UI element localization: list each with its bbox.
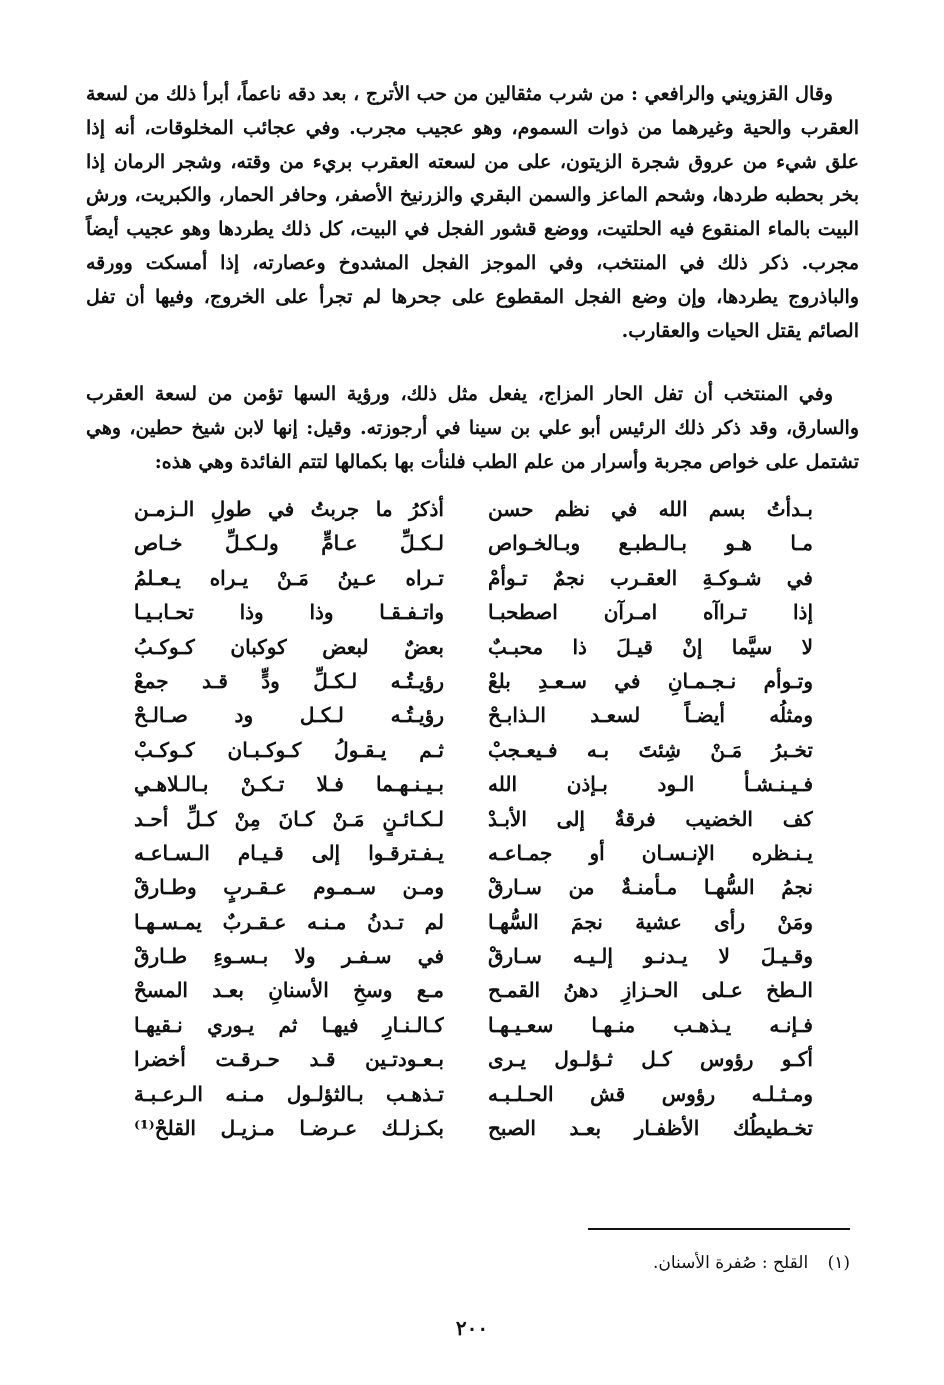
poem-verse: لـكـلِّ عـامٍّ ولـكـلِّ خـاص bbox=[134, 531, 444, 556]
poem-verse: وتـوأم نـجـمـانِ في سـعـدِ بلعْ bbox=[488, 668, 813, 693]
poem-verse: مـع وسخِ الأسنانِ بعـد المسحْ bbox=[134, 978, 444, 1003]
footnote-divider bbox=[588, 1228, 850, 1230]
footnote-text: القلح : صُفرة الأسنان. bbox=[652, 1253, 809, 1273]
poem-right-column bbox=[488, 492, 813, 1145]
poem-verse: ومـثـلـه رؤوس قش الحـلـبـه bbox=[488, 1081, 813, 1106]
poem-left-column bbox=[134, 492, 444, 1145]
prose-paragraph bbox=[86, 378, 859, 479]
poem-verse: بـدأتُ بسم الله في نظم حسن bbox=[488, 497, 813, 521]
poem-verse: مـا هـو بـالـطبـع وبـالخـواص bbox=[488, 531, 813, 556]
poem-verse: رؤيـتُـه لـكـل ود صـالـحْ bbox=[134, 703, 444, 728]
paragraph-text: وفي المنتخب أن تفل الحار المزاج، يفعل مثل ذلك، ورؤية السها تؤمن من لسعة العقرب والسارق، وقد ذكر ذلك الرئيس أبو علي بن سينا في أرجوزته. وقيل: إنها لابن شيخ حطين، وهي تشتمل على خواص مجربة وأسرار من علم الطب فلنأت بها بكمالها لتتم الفائدة وهي هذه: bbox=[86, 383, 859, 473]
poem-verse: ومـن سـمـوم عـقـربٍ وطـارقْ bbox=[134, 875, 444, 900]
poem-verse: يـفـترقـوا إلى قـيـام الـسـاعـه bbox=[134, 840, 444, 865]
poem-verse: فـيـنـشـأ الـود بـإذن الله bbox=[488, 772, 813, 797]
paragraph-text: وقال القزويني والرافعي : من شرب مثقالين من حب الأترج ، بعد دقه ناعماً، أبرأ ذلك من لسعة العقرب والحية وغيرهما من ذوات السموم، وهو عجيب مجرب. وفي عجائب المخلوقات، أنه إذا علق شيء من عروق شجرة الزيتون، على من لسعته العقرب بريء من وقته، وشجر الرمان إذا بخر بحطبه طردها، وشحم الماعز والسمن البقري والزرنيخ الأصفر، وحافر الحمار، والكبريت، ورش البيت بالماء المنقوع فيه الحلتيت، ووضع قشور الفجل في البيت، كل ذلك يطردها وهو عجيب أيضاً مجرب. ذكر ذلك في المنتخب، وفي الموجز الفجل المشدوخ وعصارته، إذا أمسكت وورقه والباذروج يطردها، وإن وضع الفجل المقطوع على جحرها لم تجرأ على الخروج، وفيها أن تفل الصائم يقتل الحيات والعقارب. bbox=[86, 83, 859, 342]
poem-verse: إذا تـراآه امـرآن اصطحبـا bbox=[488, 600, 813, 625]
poem-verse: رؤيـتُـه لـكـلِّ ودٍّ قـد جمعْ bbox=[134, 668, 444, 693]
poem-verse: بـيـنـهـما فـلا تـكـنْ بـالـلاهـي bbox=[134, 772, 444, 797]
poem-verse: كف الخضيب فرقةٌ إلى الأبـدْ bbox=[488, 806, 813, 831]
poem-verse: في سـفـر ولا بـسـوءِ طـارقْ bbox=[134, 944, 444, 969]
poem-verse: فـإنـه يـذهـب منـهـا سعـيـهـا bbox=[488, 1012, 813, 1037]
poem-verse: بـعـودتـين قـد حـرقـت أخضرا bbox=[134, 1047, 444, 1072]
poem-verse: تـذهـب بـالثؤلـول مـنـه الـرعـبـة bbox=[134, 1081, 444, 1106]
poem-verse: كـالـنـارِ فيهـا ثم يـوري نـقيهـا bbox=[134, 1012, 444, 1037]
poem-verse: لا سيَّما إنْ قيـلَ ذا محبـبٌ bbox=[488, 634, 813, 659]
poem-verse: واتـفـقـا وذا وذا تحـابـيـا bbox=[134, 600, 444, 625]
poem-verse: ومَنْ رأى عشية نجمَ السُّهـا bbox=[488, 909, 813, 934]
poem-verse: نجمُ السُّهـا مـأمنـةٌ من سـارقْ bbox=[488, 875, 813, 900]
poem-verse: بكـزلـك عـرضـا مـزيـل القلحْ⁽¹⁾ bbox=[134, 1116, 444, 1141]
poem-verse: تخـبرُ مَـنْ شِئتَ بـه فـيعـجبْ bbox=[488, 737, 813, 762]
poem-verse: أذكرُ ما جربتُ في طولِ الـزمـن bbox=[134, 497, 444, 521]
poem-verse: في شـوكـةِ العقـرب نجمٌ تـوأمْ bbox=[488, 565, 813, 590]
prose-paragraph bbox=[86, 78, 859, 348]
poem-verse: لـكـائـنٍ مَـنْ كـانَ مِنْ كـلِّ أحـد bbox=[134, 806, 444, 831]
poem-verse: بعضٌ لبعض كوكبان كـوكـبُ bbox=[134, 634, 444, 659]
poem-verse: أكـو رؤوس كـل ثـؤلـول يـرى bbox=[488, 1047, 813, 1072]
poem-verse: وقـيـلَ لا يـدنـو إلـيـه سـارقْ bbox=[488, 944, 813, 969]
poem-verse: الـطخ عـلى الحـزازِ دهنُ القمـح bbox=[488, 978, 813, 1003]
poem-verse: ثـم يـقـولُ كـوكـبـان كـوكـبْ bbox=[134, 737, 444, 762]
poem-verse: تـراه عـينُ مَـنْ يـراه يـعـلمُ bbox=[134, 565, 444, 590]
footnote-number: (١) bbox=[827, 1253, 850, 1273]
footnote bbox=[560, 1250, 850, 1276]
page-number: ٢٠٠ bbox=[455, 1316, 489, 1340]
poem-verse: يـنـظره الإنـسـان أو جمـاعـه bbox=[488, 840, 813, 865]
poem-verse: لم تـدنُ مـنـه عـقـربٌ يمـسـهـا bbox=[134, 909, 444, 934]
poem-verse: تخـطيطُك الأظفـار بعـد الصبح bbox=[488, 1116, 813, 1141]
poem-verse: ومثلُه أيضـاً لسعـد الـذابـحْ bbox=[488, 703, 813, 728]
